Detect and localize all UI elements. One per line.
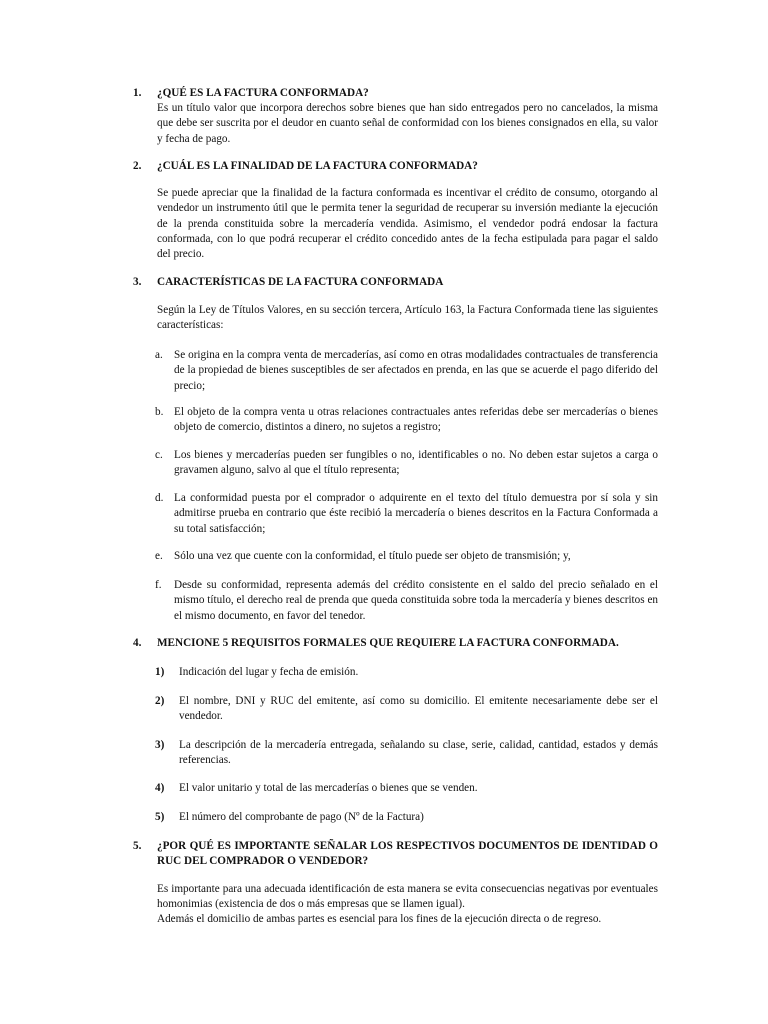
section-3-title: CARACTERÍSTICAS DE LA FACTURA CONFORMADA [157, 276, 444, 288]
list-item-label: f. [155, 579, 162, 591]
list-item-label: d. [155, 492, 164, 504]
list-item-label: e. [155, 550, 163, 562]
section-4-number: 4. [133, 637, 142, 649]
requirement-text: La descripción de la mercadería entregada, señalando su clase, serie, calidad, cantidad, estados y demás referencias. [179, 739, 658, 767]
section-5-title: ¿POR QUÉ ES IMPORTANTE SEÑALAR LOS RESPECTIVOS DOCUMENTOS DE IDENTIDAD O RUC DEL COMPRADOR O VENDEDOR? [157, 840, 658, 868]
requirement-label: 5) [155, 811, 165, 823]
list-item-text: Desde su conformidad, representa además del crédito consistente en el saldo del precio señalado en el mismo título, el derecho real de prenda que queda constituida sobre toda la mercadería y bienes descritos en el mismo documento, en favor del tenedor. [174, 579, 658, 622]
list-item-text: Se origina en la compra venta de mercaderías, así como en otras modalidades contractuales de transferencia de la propiedad de bienes susceptibles de ser afectados en prenda, en las que se acuerde el pago diferido del precio; [174, 349, 658, 392]
list-item-text: La conformidad puesta por el comprador o adquirente en el texto del título demuestra por sí sola y sin admitirse prueba en contrario que éste recibió la mercadería o bienes descritos en la Factura Conformada a su total satisfacción; [174, 492, 658, 535]
requirement-text: El nombre, DNI y RUC del emitente, así como su domicilio. El emitente necesariamente debe ser el vendedor. [179, 695, 658, 723]
section-2-body: Se puede apreciar que la finalidad de la factura conformada es incentivar el crédito de consumo, otorgando al vendedor un instrumento útil que le permita tener la seguridad de recuperar su inversión mediante la ejecución de la prenda constituida sobre la mercadería vendida. Asimismo, el vendedor podrá endosar la factura conformada, con lo que podrá recuperar el crédito concedido antes de la fecha estipulada para pagar el saldo del precio. [157, 187, 658, 261]
list-item-label: c. [155, 449, 163, 461]
requirement-text: El valor unitario y total de las mercaderías o bienes que se venden. [179, 782, 478, 794]
list-item-label: b. [155, 406, 164, 418]
requirement-label: 1) [155, 666, 165, 678]
list-item-text: Sólo una vez que cuente con la conformidad, el título puede ser objeto de transmisión; y, [174, 550, 571, 562]
section-1-number: 1. [133, 87, 142, 99]
requirement-text: Indicación del lugar y fecha de emisión. [179, 666, 359, 678]
section-5-number: 5. [133, 840, 142, 852]
section-3-number: 3. [133, 276, 142, 288]
list-item-text: El objeto de la compra venta u otras relaciones contractuales antes referidas debe ser mercaderías o bienes objeto de comercio, distintos a dinero, no sujetos a registro; [174, 406, 658, 434]
section-2-title: ¿CUÁL ES LA FINALIDAD DE LA FACTURA CONFORMADA? [157, 160, 478, 172]
section-2-number: 2. [133, 160, 142, 172]
section-1-body: Es un título valor que incorpora derechos sobre bienes que han sido entregados pero no cancelados, la misma que debe ser suscrita por el deudor en cuanto señal de conformidad con los bienes consignados en ella, su valor y fecha de pago. [157, 102, 658, 145]
section-5-body: Es importante para una adecuada identificación de esta manera se evita consecuencias negativas por eventuales homonimias (existencia de dos o más empresas que se llamen igual). [157, 883, 658, 911]
requirement-label: 3) [155, 739, 165, 751]
requirement-label: 4) [155, 782, 165, 794]
section-5-body-2: Además el domicilio de ambas partes es esencial para los fines de la ejecución directa o de regreso. [157, 913, 602, 925]
requirement-label: 2) [155, 695, 165, 707]
section-3-intro: Según la Ley de Títulos Valores, en su sección tercera, Artículo 163, la Factura Conformada tiene las siguientes características: [157, 304, 658, 332]
requirement-text: El número del comprobante de pago (Nº de la Factura) [179, 811, 424, 823]
list-item-text: Los bienes y mercaderías pueden ser fungibles o no, identificables o no. No deben estar sujetos a carga o gravamen alguno, salvo al que el título representa; [174, 449, 658, 477]
section-4-title: MENCIONE 5 REQUISITOS FORMALES QUE REQUIERE LA FACTURA CONFORMADA. [157, 637, 619, 649]
section-1-title: ¿QUÉ ES LA FACTURA CONFORMADA? [157, 87, 369, 99]
list-item-label: a. [155, 349, 163, 361]
